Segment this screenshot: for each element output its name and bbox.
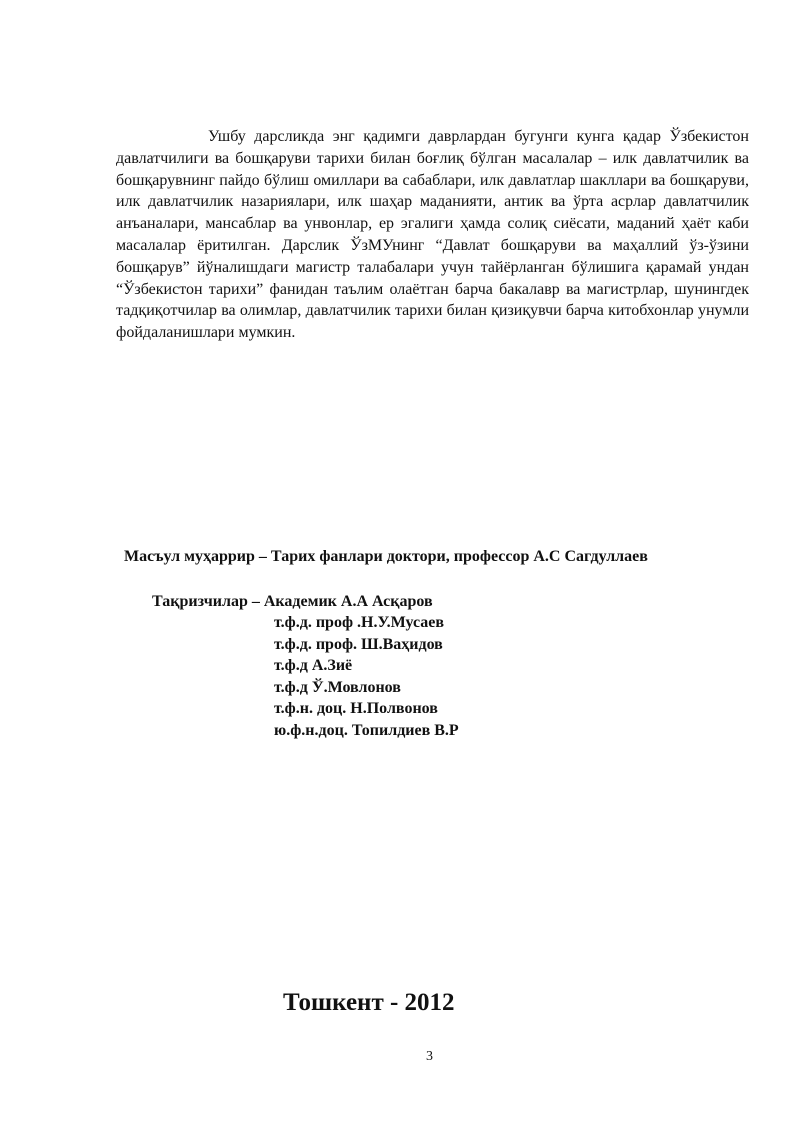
page-number: 3 [426, 1049, 433, 1064]
abstract-paragraph: Ушбу дарсликда энг қадимги даврлардан бугунги кунга қадар Ўзбекистон давлатчилиги ва бошқаруви тарихи билан боғлиқ бўлган масалалар – илк давлатчилик ва бошқарувнинг пайдо бўлиш омиллари ва сабаблари, илк давлатлар шакллари ва бошқаруви, илк давлатчилик назариялари, илк шаҳар маданияти, антик ва ўрта асрлар давлатчилик анъаналари, мансаблар ва унвонлар, ер эгалиги ҳамда солиқ сиёсати, маданий ҳаёт каби масалалар ёритилган. Дарслик ЎзМУнинг “Давлат бошқаруви ва маҳаллий ўз-ўзини бошқарув” йўналишдаги магистр талабалари учун тайёрланган бўлишига қарамай ундан “Ўзбекистон тарихи” фанидан таълим олаётган барча бакалавр ва магистрлар, шунингдек тадқиқотчилар ва олимлар, давлатчилик тарихи билан қизиқувчи барча китобхонлар унумли фойдаланишлари мумкин. [116, 128, 749, 342]
reviewer-item: ю.ф.н.доц. Топилдиев В.Р [274, 721, 459, 739]
reviewer-item: т.ф.д А.Зиё [274, 657, 353, 674]
reviewer-item [274, 742, 459, 764]
reviewer-list [274, 613, 459, 764]
reviewers-heading: Тақризчилар – Академик А.А Асқаров [152, 593, 433, 610]
responsible-editor: Масъул муҳаррир – Тарих фанлари доктори, профессор А.С Сагдуллаев [124, 548, 648, 565]
reviewer-item: т.ф.д. проф. Ш.Ваҳидов [274, 635, 443, 653]
reviewer-item: т.ф.д Ў.Мовлонов [274, 678, 401, 696]
reviewer-item: т.ф.д. проф .Н.У.Мусаев [274, 614, 445, 631]
city-and-year: Тошкент - 2012 [283, 989, 455, 1016]
reviewer-item: т.ф.н. доц. Н.Полвонов [274, 700, 438, 717]
